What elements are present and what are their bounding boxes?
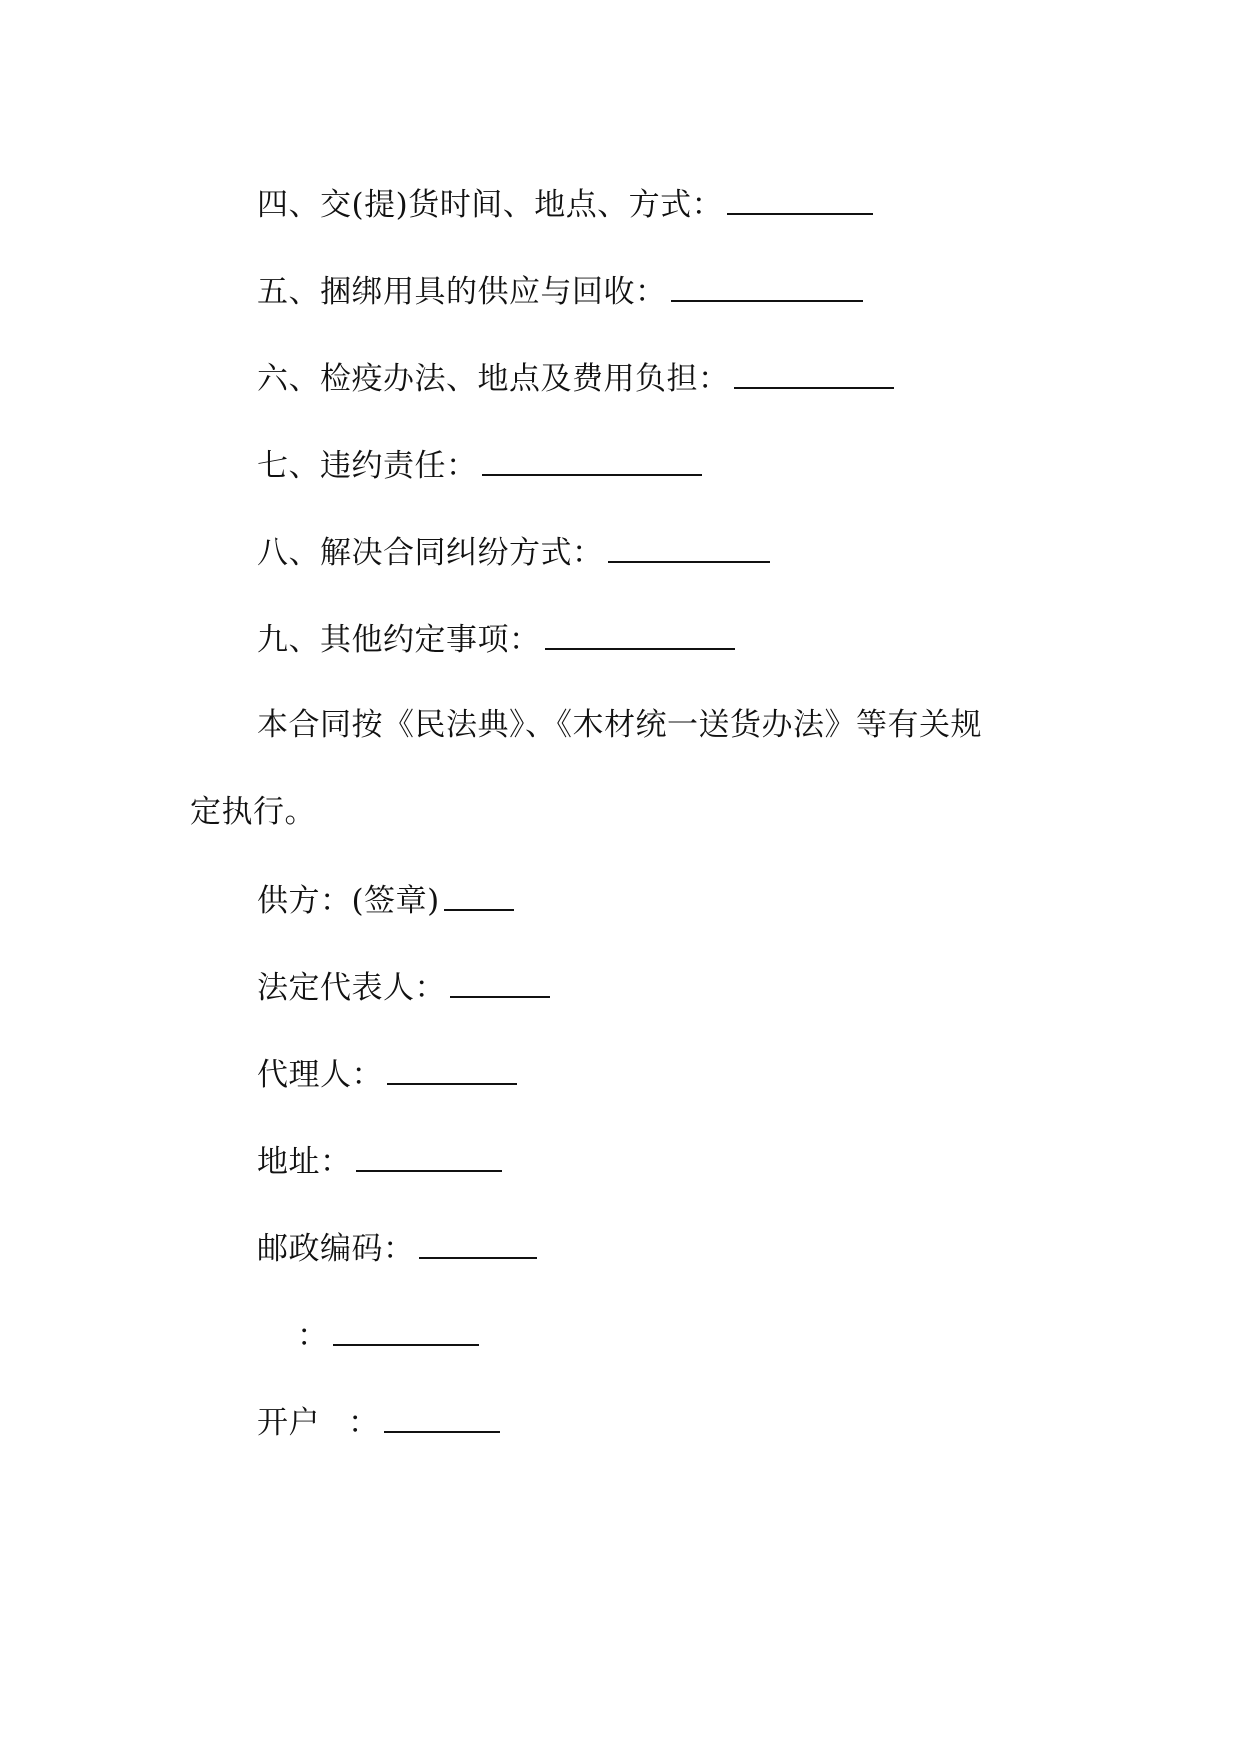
- clause-other-matters: [257, 618, 735, 660]
- clause-label: 五、捆绑用具的供应与回收：: [257, 274, 667, 310]
- fill-blank: [671, 270, 863, 302]
- fill-blank: [384, 1401, 500, 1433]
- execution-clause-line-2: [190, 792, 316, 832]
- bank-account: [257, 1401, 500, 1443]
- field-colon: ：: [348, 1405, 380, 1441]
- fill-blank: [727, 183, 873, 215]
- field-label: 开户: [257, 1405, 320, 1441]
- paragraph-text: 本合同按《民法典》、《木材统一送货办法》等有关规: [257, 707, 982, 743]
- supplier-signature: [257, 879, 514, 921]
- clause-label: 七、违约责任：: [257, 448, 478, 484]
- field-label: 供方：(签章): [257, 883, 440, 919]
- clause-packing-supplies: [257, 270, 863, 312]
- clause-breach-liability: [257, 444, 702, 486]
- paragraph-text: 定执行。: [190, 794, 316, 830]
- field-label: 地址：: [257, 1144, 352, 1180]
- field-label: 邮政编码：: [257, 1231, 415, 1267]
- execution-clause-line-1: [257, 705, 982, 745]
- fill-blank: [387, 1053, 517, 1085]
- clause-dispute-resolution: [257, 531, 770, 573]
- clause-delivery-time: [257, 183, 873, 225]
- legal-representative: [257, 966, 550, 1008]
- agent: [257, 1053, 517, 1095]
- clause-quarantine: [257, 357, 894, 399]
- clause-label: 四、交(提)货时间、地点、方式：: [257, 187, 724, 223]
- fill-blank: [734, 357, 894, 389]
- clause-label: 九、其他约定事项：: [257, 622, 541, 658]
- fill-blank: [545, 618, 735, 650]
- fill-blank: [450, 966, 550, 998]
- field-label: 代理人：: [257, 1057, 383, 1093]
- clause-label: 八、解决合同纠纷方式：: [257, 535, 604, 571]
- field-label: 法定代表人：: [257, 970, 446, 1006]
- clause-label: 六、检疫办法、地点及费用负担：: [257, 361, 730, 397]
- fill-blank: [444, 879, 514, 911]
- unlabeled-field: [257, 1314, 479, 1356]
- postal-code: [257, 1227, 537, 1269]
- fill-blank: [608, 531, 770, 563]
- fill-blank: [356, 1140, 502, 1172]
- field-colon: ：: [297, 1318, 329, 1354]
- fill-blank: [333, 1314, 479, 1346]
- fill-blank: [419, 1227, 537, 1259]
- address: [257, 1140, 502, 1182]
- fill-blank: [482, 444, 702, 476]
